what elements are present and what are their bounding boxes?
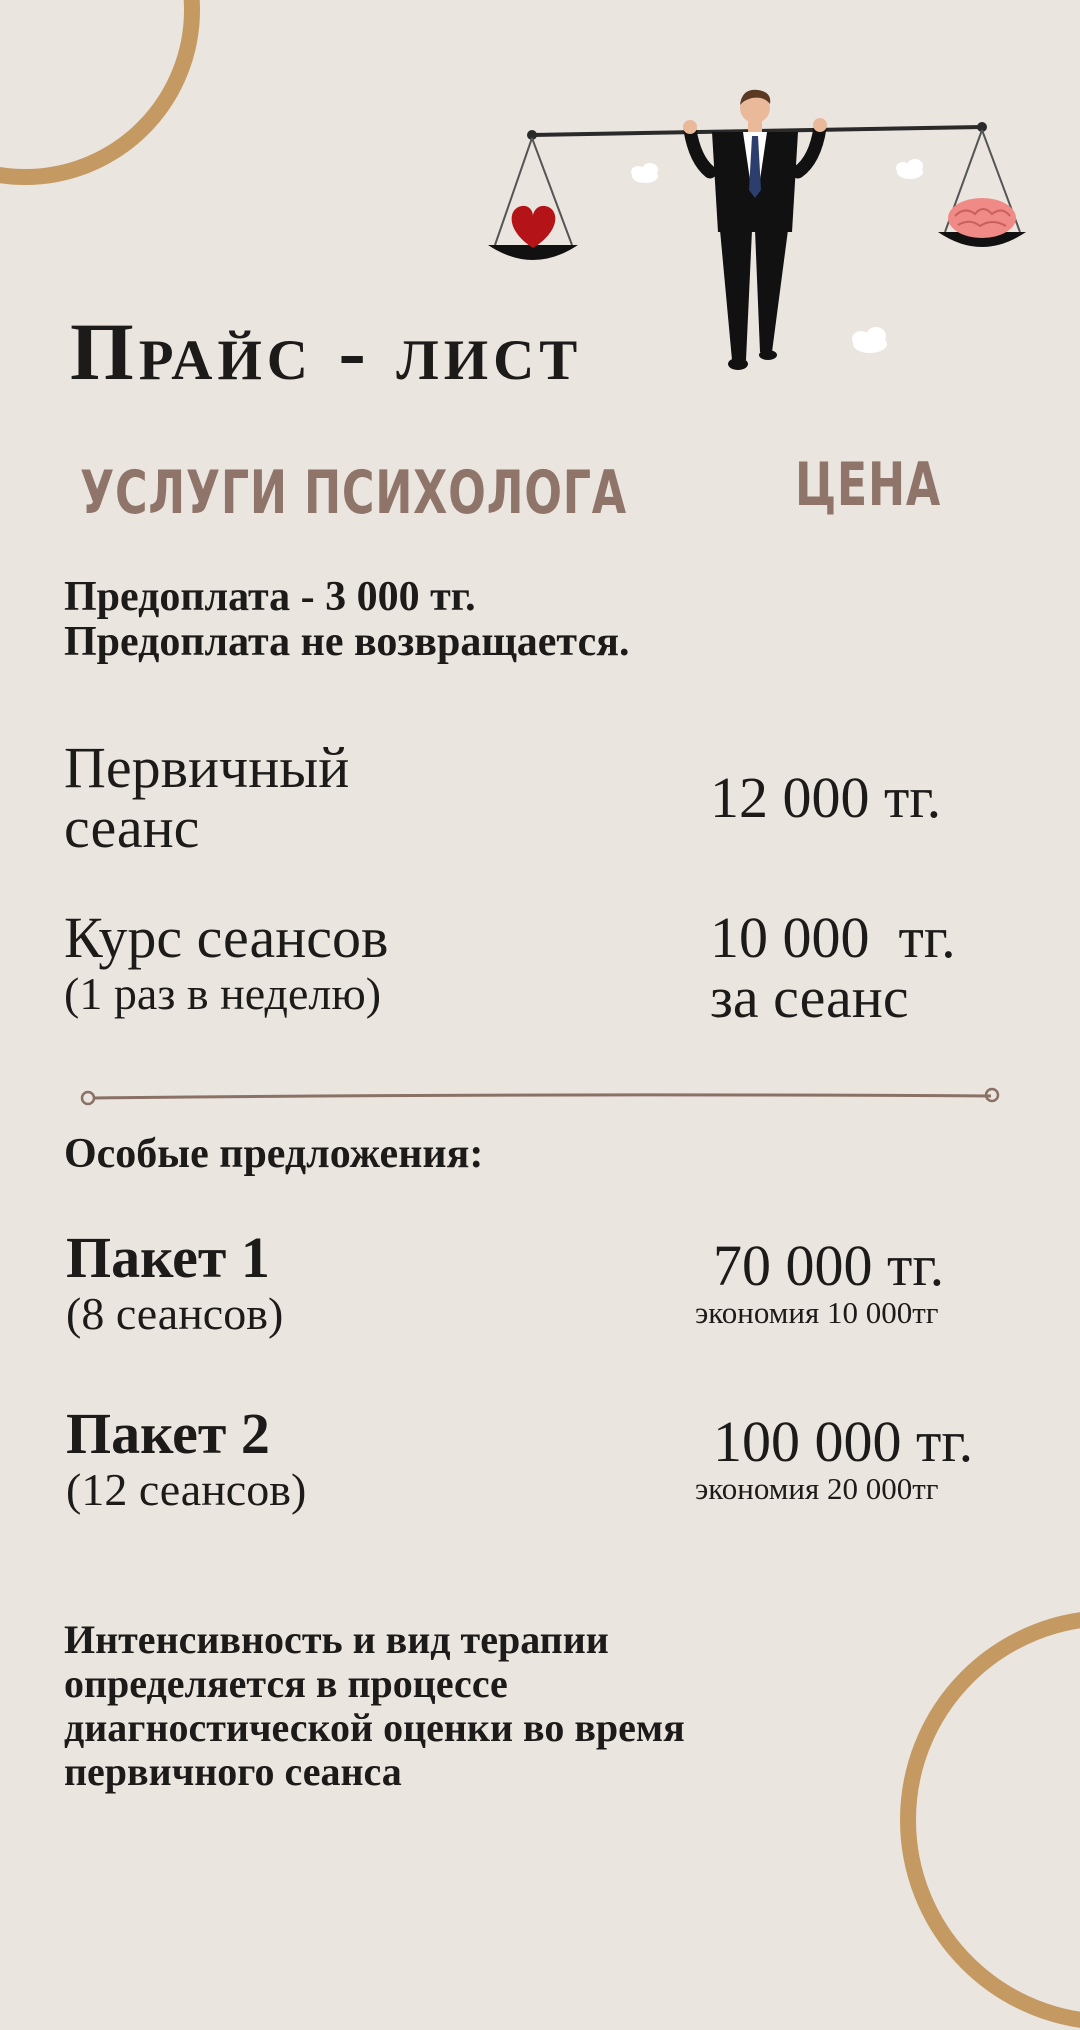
package-sessions: (12 сеансов) (66, 1464, 307, 1515)
service-price: 12 000 тг. (710, 765, 942, 830)
therapy-note: Интенсивность и вид терапии определяется в процессе диагностической оценки во время первичного сеанса (64, 1617, 685, 1794)
service-price-block (710, 905, 956, 1030)
package-1-price-block (695, 1233, 945, 1330)
heart-icon (512, 206, 556, 248)
package-1 (66, 1225, 284, 1340)
prepayment-nonrefundable: Предоплата не возвращается. (64, 619, 630, 665)
service-price-unit: за сеанс (710, 965, 909, 1030)
package-2-price-block (695, 1409, 974, 1506)
service-frequency: (1 раз в неделю) (64, 968, 382, 1019)
package-2 (66, 1401, 307, 1516)
service-name: Первичный (64, 735, 350, 800)
decorative-ring-top (0, 0, 200, 185)
cloud-icon (852, 327, 887, 353)
service-name: Курс сеансов (64, 905, 389, 970)
page-title: Прайс - лист (70, 306, 583, 397)
package-sessions: (8 сеансов) (66, 1288, 284, 1339)
package-name: Пакет 2 (66, 1401, 270, 1466)
package-price: 100 000 тг. (713, 1409, 974, 1474)
package-saving: экономия 10 000тг (695, 1295, 939, 1330)
package-price: 70 000 тг. (713, 1233, 945, 1298)
service-item-course (64, 905, 389, 1020)
decorative-ring-bottom (900, 1610, 1080, 2030)
cloud-icon (896, 159, 923, 179)
price-column-header: ЦЕНА (795, 450, 942, 520)
services-column-header: УСЛУГИ ПСИХОЛОГА (80, 458, 627, 528)
service-item-first-session (64, 735, 350, 860)
prepayment-amount: Предоплата - 3 000 тг. (64, 574, 476, 620)
service-price: 10 000 тг. (710, 905, 956, 970)
prepayment-notice (64, 575, 629, 665)
package-saving: экономия 20 000тг (695, 1471, 939, 1506)
section-divider (75, 1085, 1010, 1109)
service-name-line2: сеанс (64, 795, 200, 860)
brain-icon (948, 198, 1016, 238)
cloud-icon (631, 163, 658, 183)
package-name: Пакет 1 (66, 1225, 270, 1290)
special-offers-title: Особые предложения: (64, 1131, 484, 1177)
